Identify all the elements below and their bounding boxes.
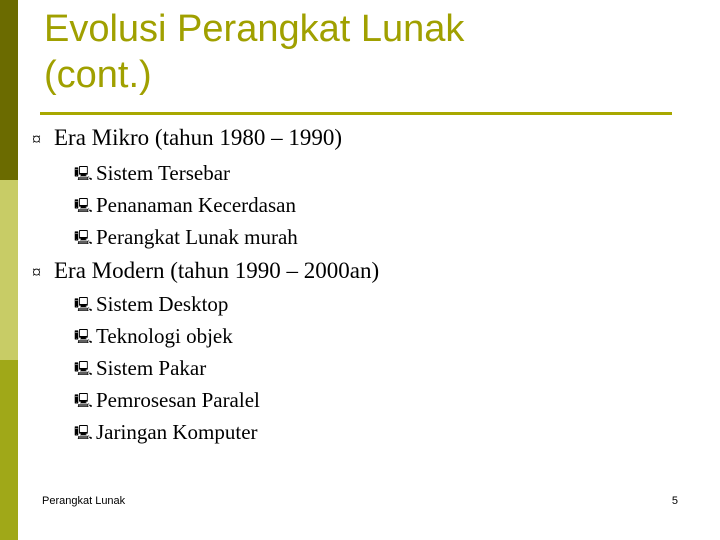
- bullet-level2: [74, 225, 298, 251]
- bullet-text: Penanaman Kecerdasan: [96, 193, 296, 217]
- footer-text: Perangkat Lunak: [42, 495, 126, 507]
- slide-title: [44, 6, 684, 98]
- currency-sign-icon: ¤: [32, 262, 41, 282]
- bullet-text: Pemrosesan Paralel: [96, 388, 260, 412]
- bullet-level2: [74, 356, 206, 382]
- page-number: 5: [671, 495, 678, 507]
- bullet-level1: [32, 125, 342, 152]
- computer-icon: 🖳: [74, 298, 93, 313]
- bullet-text: Sistem Tersebar: [96, 161, 231, 185]
- bullet-text: Era Modern (tahun 1990 – 2000an): [54, 258, 380, 283]
- computer-icon: 🖳: [74, 426, 93, 441]
- bullet-text: Era Mikro (tahun 1980 – 1990): [54, 125, 343, 150]
- currency-sign-icon: ¤: [32, 129, 41, 149]
- bullet-level2: [74, 420, 258, 446]
- computer-icon: 🖳: [74, 167, 93, 182]
- bullet-level2: [74, 193, 296, 219]
- bullet-level2: [74, 161, 230, 187]
- accent-bar-top: [0, 0, 18, 180]
- computer-icon: 🖳: [74, 231, 93, 246]
- bullet-text: Jaringan Komputer: [96, 420, 258, 444]
- title-underline: [40, 112, 672, 115]
- computer-icon: 🖳: [74, 330, 93, 345]
- bullet-level2: [74, 324, 233, 350]
- bullet-level2: [74, 388, 260, 414]
- bullet-text: Sistem Desktop: [96, 292, 229, 316]
- computer-icon: 🖳: [74, 362, 93, 377]
- left-accent-bar: [0, 0, 18, 540]
- computer-icon: 🖳: [74, 394, 93, 409]
- computer-icon: 🖳: [74, 199, 93, 214]
- bullet-text: Perangkat Lunak murah: [96, 225, 298, 249]
- bullet-level2: [74, 292, 228, 318]
- title-line-2: (cont.): [44, 54, 152, 96]
- accent-bar-middle: [0, 180, 18, 360]
- accent-bar-bottom: [0, 360, 18, 540]
- title-line-1: Evolusi Perangkat Lunak: [44, 8, 465, 50]
- bullet-text: Sistem Pakar: [96, 356, 207, 380]
- bullet-text: Teknologi objek: [96, 324, 233, 348]
- bullet-level1: [32, 258, 379, 285]
